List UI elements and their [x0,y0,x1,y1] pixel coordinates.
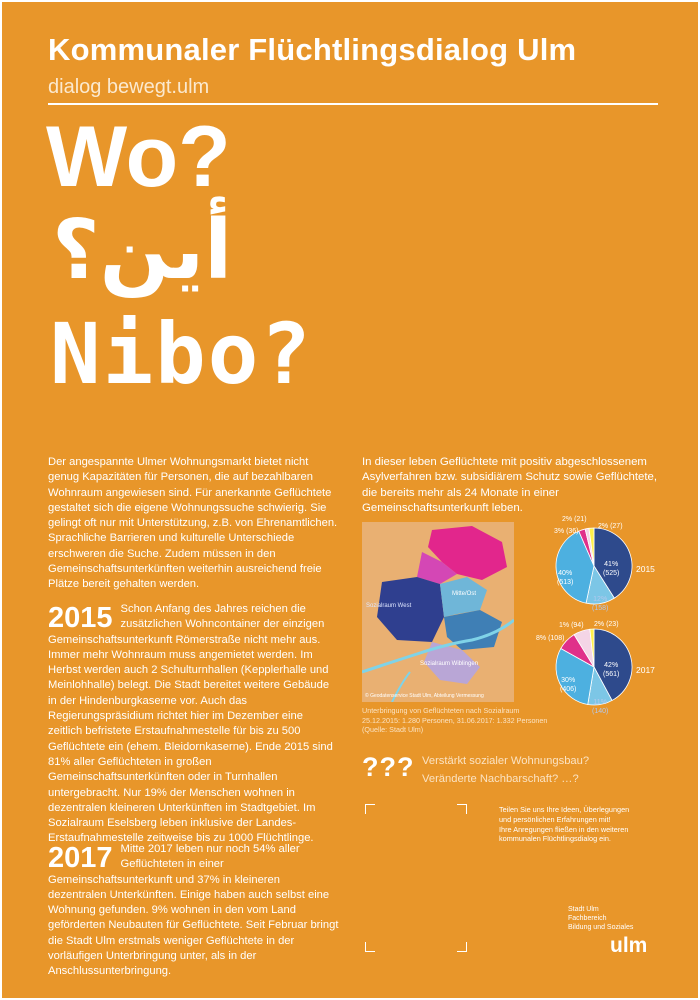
pie-2015-slice-4-label: 2% (21) [562,516,587,523]
map-credit: © Geodatenservice Stadt Ulm, Abteilung Vermessung [365,693,484,699]
caption-line-2: 25.12.2015: 1.280 Personen, 31.06.2017: 1.332 Personen [362,715,548,725]
frame-corner-top-left [365,804,375,814]
pie-2017-year: 2017 [636,665,655,675]
pie-chart-2015 [522,514,662,614]
map-label-mitte: Mitte/Ost [452,591,477,597]
headline-tigrinya: Nibo? [50,305,313,403]
frame-corner-top-right [457,804,467,814]
map-graphic [362,522,514,702]
caption-line-1: Unterbringung von Geflüchteten nach Sozialraum [362,706,520,715]
invite-line-2: und persönlichen Erfahrungen mit! [499,814,611,824]
department-info [568,905,633,932]
right-intro-paragraph: In dieser leben Geflüchtete mit positiv abgeschlossenem Asylverfahren bzw. subsidiärem Schutz sowie Geflüchtete, die bereits mehr als 24 Monate in einer Gemeinschaftsunterkunft leben. [362,456,658,514]
question-2: Veränderte Nachbarschaft? …? [422,773,579,785]
dept-line-1: Stadt Ulm [568,906,599,913]
pie-2015-slice-5-label: 2% (27) [598,523,623,530]
questions-block [422,752,589,788]
dept-line-3: Bildung und Soziales [568,924,634,931]
headline-arabic: أين؟ [52,203,233,298]
year-2015-label: 2015 [48,602,113,634]
question-marks: ??? [362,752,415,782]
section-2015 [48,602,340,847]
intro-paragraph: Der angespannte Ulmer Wohnungsmarkt bietet nicht genug Kapazitäten für Personen, die auf bezahlbaren Wohnraum angewiesen sind. Für anerkannte Geflüchtete gestaltet sich die eigene Wohnungssuche schwierig. Sie gelingt oft nur mit Unterstützung, z.B. von Ehrenamtlichen. Sprachliche Barrieren und kulturelle Unterschiede erschweren die Suche. Zudem müssen in den Gemeinschaftsunterkünften weiterhin ausreichend freie Plätze bereit gehalten werden. [48,456,338,591]
section-2015-text: Schon Anfang des Jahres reichen die zusätzlichen Wohncontainer der einzigen Gemeinschaftsunterkunft Römerstraße nicht mehr aus. Immer mehr Wohnraum muss angemietet werden. Im Herbst werden auch 2 Schulturnhallen (Kepplerhalle und Meinlohhalle) belegt. Die Stadt bereitet weitere Gebäude in der Hindenburgkaserne vor. Auch das Regierungspräsidium richtet hier im Dezember eine zeitlich befristete Erstaufnahmestelle für bis zu 500 Geflüchtete ein (ehem. Bleidornkaserne). Ende 2015 sind 81% aller Geflüchteten in großen Gemeinschaftsunterkünften oder in Turnhallen untergebracht. Nur 19% der Menschen wohnen in dezentralen kleineren Unterkünften im Stadtgebiet. Im Sozialraum Eselsberg leben inklusive der Landes-Erstaufnahmestelle zeitweise bis zu 1000 Flüchtlinge. [48,603,333,845]
question-1: Verstärkt sozialer Wohnungsbau? [422,755,590,767]
map-label-wiblingen: Sozialraum Wiblingen [420,661,479,667]
pie-2015-slice-2-label: 40% (513) [557,570,574,586]
page-subtitle: dialog bewegt.ulm [48,76,210,98]
dept-line-2: Fachbereich [568,915,607,922]
section-2017 [48,842,340,980]
pie-2015-year: 2015 [636,564,655,574]
headline-german: Wo? [46,109,231,205]
pie-2015-slice-3-label: 3% (36) [554,528,579,535]
frame-corner-bottom-right [457,942,467,952]
pie-2017-slice-5-label: 2% (23) [594,621,619,628]
invite-line-4: kommunalen Flüchtlingsdialog ein. [499,834,611,844]
pie-2017-slice-3-label: 8% (108) [536,635,565,642]
frame-corner-bottom-left [365,942,375,952]
pie-2015-slice-1-label: 12% (158) [592,596,609,612]
invite-line-3: Ihre Anregungen fließen in den weiteren [499,824,629,834]
ulm-logo: ulm [610,934,648,957]
map-label-west: Sozialraum West [366,603,412,609]
section-2017-text: Mitte 2017 leben nur noch 54% aller Geflüchteten in einer Gemeinschaftsunterkunft und 37% in kleineren dezentralen Unterkünften. Einige haben auch selbst eine Wohnung gefunden. 9% wohnen in den vom Land geförderten Neubauten für Geflüchtete. Seit Februar bringt die Stadt Ulm erstmals weniger Geflüchtete in der vorläufigen Unterbringung unter, als in der Anschlussunterbringung. [48,843,339,978]
caption-line-3: (Quelle: Stadt Ulm) [362,725,424,734]
pie-2017-slice-0-label: 42% (561) [603,662,620,678]
pie-2015-slice-0-label: 41% (525) [603,561,620,577]
year-2017-label: 2017 [48,842,113,874]
invite-line-1: Teilen Sie uns Ihre Ideen, Überlegungen [499,805,630,814]
pie-2017-slice-1-label: 11% (140) [592,699,609,715]
pie-chart-2017 [522,615,662,715]
city-district-map [362,522,514,702]
title-divider [48,103,658,105]
feedback-invitation [499,805,669,844]
pie-2017-slice-2-label: 30% (406) [560,677,577,693]
pie-2017-slice-4-label: 1% (94) [559,622,584,629]
page-title: Kommunaler Flüchtlingsdialog Ulm [48,32,577,67]
